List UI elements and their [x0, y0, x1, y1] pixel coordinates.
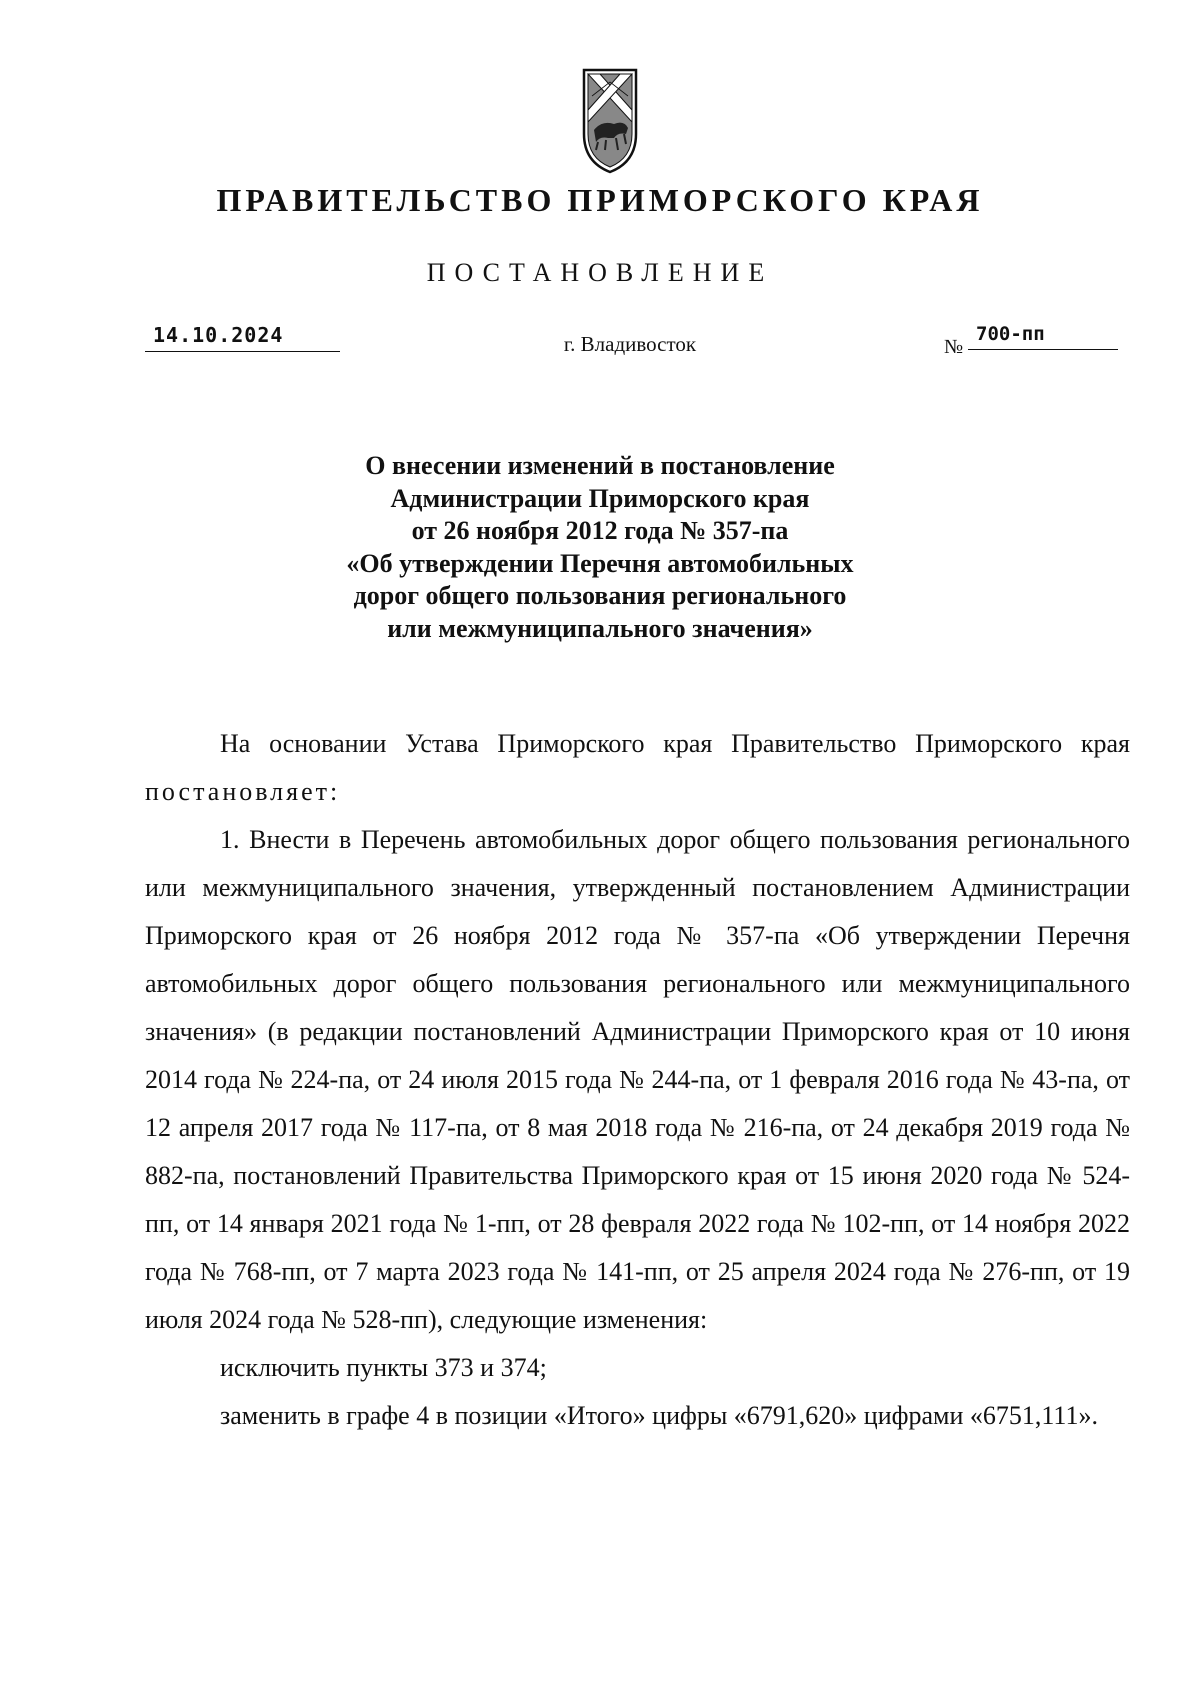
document-date: 14.10.2024: [145, 323, 340, 352]
change-2-paragraph: заменить в графе 4 в позиции «Итого» цифры «6791,620» цифрами «6751,111».: [220, 1401, 1098, 1430]
item-1-paragraph: 1. Внести в Перечень автомобильных дорог общего пользования регионального или межмуниципального значения, утвержденный постановлением Администрации Приморского края от 26 ноября 2012 года № 357-па «Об утверждении Перечня автомобильных дорог общего пользования регионального или межмуниципального значения» (в редакции постановлений Администрации Приморского края от 10 июня 2014 года № 224-па, от 24 июля 2015 года № 244-па, от 1 февраля 2016 года № 43-па, от 12 апреля 2017 года № 117-па, от 8 мая 2018 года № 216-па, от 24 декабря 2019 года № 882-па, постановлений Правительства Приморского края от 15 июня 2020 года № 524-пп, от 14 января 2021 года № 1-пп, от 28 февраля 2022 года № 102-пп, от 14 ноября 2022 года № 768-пп, от 7 марта 2023 года № 141-пп, от 25 апреля 2024 года № 276-пп, от 19 июля 2024 года № 528-пп), следующие изменения:: [145, 825, 1130, 1334]
document-number: 700-пп: [968, 323, 1118, 350]
subject-line: от 26 ноября 2012 года № 357-па: [411, 516, 789, 545]
subject-line: или межмуниципального значения»: [387, 613, 813, 643]
subject-line: дорог общего пользования регионального: [353, 581, 847, 610]
document-city: г. Владивосток: [563, 332, 697, 356]
preamble-text: На основании Устава Приморского края Правительство Приморского края: [220, 729, 1130, 758]
preamble-colon: :: [330, 777, 338, 806]
preamble-paragraph: [145, 720, 1130, 816]
subject-line: Администрации Приморского края: [390, 483, 810, 513]
government-title: ПРАВИТЕЛЬСТВО ПРИМОРСКОГО КРАЯ: [216, 182, 984, 218]
subject-line: «Об утверждении Перечня автомобильных: [346, 548, 854, 578]
number-sign: №: [944, 336, 964, 358]
resolves-word: постановляет: [145, 777, 331, 806]
coat-of-arms-icon: [578, 64, 642, 176]
document-body: [145, 720, 1130, 1440]
subject-line: О внесении изменений в постановление: [365, 451, 835, 480]
document-subject: [200, 450, 1000, 645]
change-1-paragraph: исключить пункты 373 и 374;: [220, 1353, 547, 1382]
document-type: ПОСТАНОВЛЕНИЕ: [426, 258, 774, 287]
